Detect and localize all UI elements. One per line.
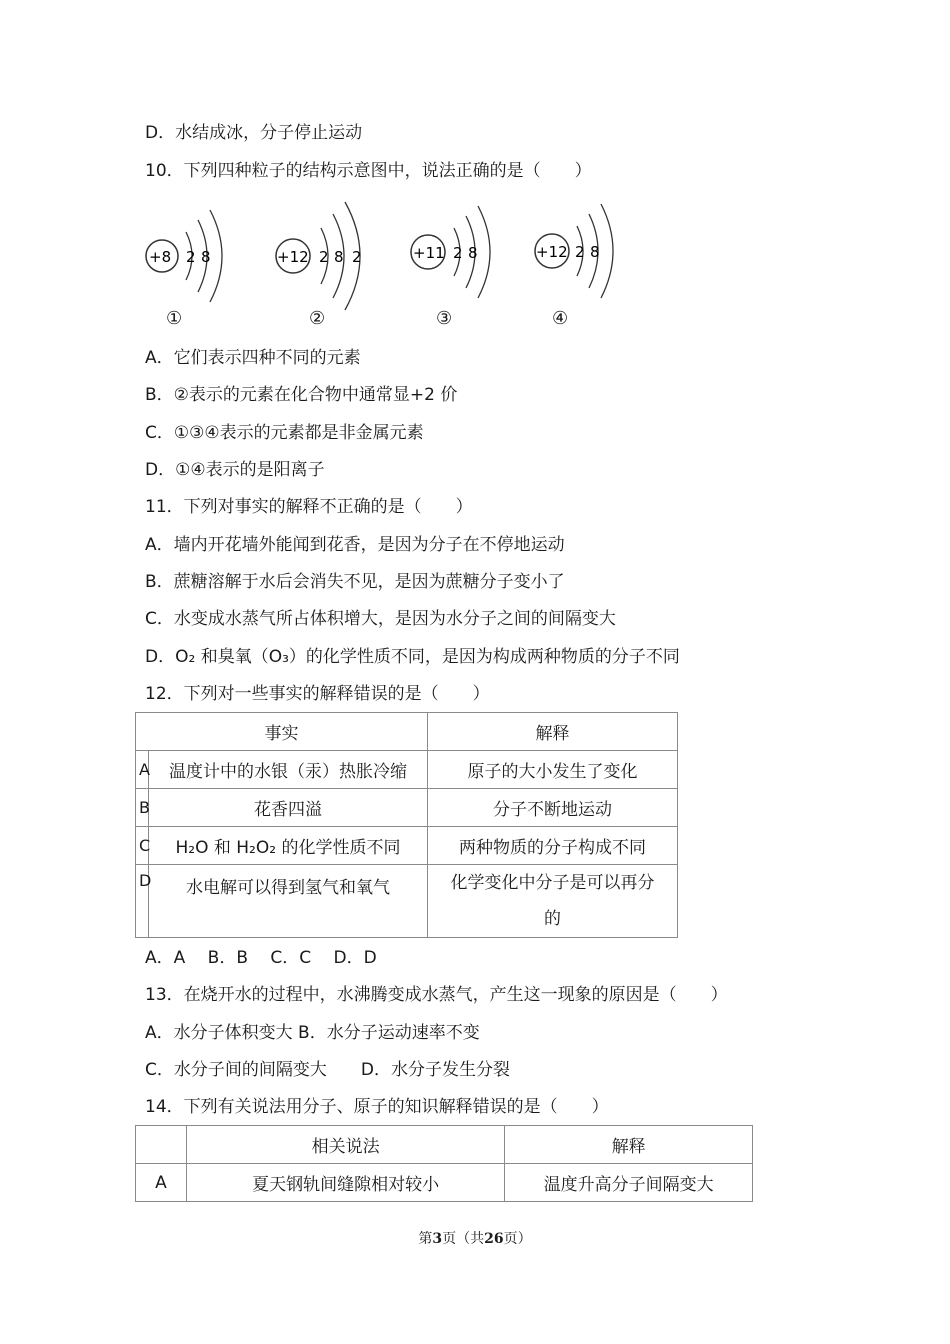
q13-options-line-2: C．水分子间的间隔变大 D．水分子发生分裂 <box>145 1060 510 1080</box>
q12-row-b-explanation: 分子不断地运动 <box>427 789 677 827</box>
q11-stem: 11．下列对事实的解释不正确的是（ ） <box>145 497 473 517</box>
table-row <box>136 865 678 938</box>
q9-option-d: D．水结成冰，分子停止运动 <box>145 123 363 143</box>
q12-row-c-explanation: 两种物质的分子构成不同 <box>427 827 677 865</box>
table-row <box>136 1164 753 1202</box>
q12-row-a-fact: 温度计中的水银（汞）热胀冷缩 <box>148 751 427 789</box>
footer-suffix: 页） <box>503 1231 532 1247</box>
atom-4-label: ④ <box>552 308 569 329</box>
q12-row-b-fact: 花香四溢 <box>148 789 427 827</box>
q12-stem: 12．下列对一些事实的解释错误的是（ ） <box>145 684 490 704</box>
q12-row-b-letter: B <box>138 798 150 817</box>
q12-row-d-explanation-line-2: 的 <box>543 909 561 929</box>
q14-header-row <box>136 1126 753 1164</box>
q14-stem: 14．下列有关说法用分子、原子的知识解释错误的是（ ） <box>145 1097 609 1117</box>
atom-4-shell-1: 2 <box>575 243 585 261</box>
atom-1-drawing <box>140 196 250 336</box>
q14-row-a-explanation: 温度升高分子间隔变大 <box>505 1164 753 1202</box>
atom-3-label: ③ <box>436 308 453 329</box>
atom-2-drawing <box>273 196 403 336</box>
footer-prefix: 第 <box>418 1231 433 1247</box>
atom-2-shell-2: 8 <box>334 248 344 266</box>
page-footer <box>0 1228 950 1248</box>
footer-middle: 页（共 <box>442 1231 485 1247</box>
q11-option-a: A．墙内开花墙外能闻到花香，是因为分子在不停地运动 <box>145 535 565 555</box>
q10-option-c: C．①③④表示的元素都是非金属元素 <box>145 423 424 443</box>
atom-diagram-1 <box>140 196 250 336</box>
q12-row-a-explanation: 原子的大小发生了变化 <box>427 751 677 789</box>
atom-3-drawing <box>408 196 518 336</box>
q12-row-a-letter: A <box>138 760 150 779</box>
q14-table <box>135 1125 753 1202</box>
atom-3-nucleus: +11 <box>413 244 445 262</box>
q13-stem: 13．在烧开水的过程中，水沸腾变成水蒸气，产生这一现象的原因是（ ） <box>145 985 728 1005</box>
q14-header-statement: 相关说法 <box>186 1126 504 1164</box>
q11-option-d: D．O₂ 和臭氧（O₃）的化学性质不同，是因为构成两种物质的分子不同 <box>145 647 680 667</box>
atom-1-label: ① <box>166 308 183 329</box>
atom-4-nucleus: +12 <box>536 243 568 261</box>
q13-options-line-1: A．水分子体积变大 B．水分子运动速率不变 <box>145 1023 480 1043</box>
atom-1-shell-2: 8 <box>201 248 211 266</box>
q10-option-d: D．①④表示的是阳离子 <box>145 460 325 480</box>
q12-row-d-explanation-line-1: 化学变化中分子是可以再分 <box>450 873 655 893</box>
q12-table <box>135 712 678 938</box>
atom-structure-diagrams <box>140 196 640 336</box>
atom-diagram-4 <box>532 196 642 336</box>
atom-diagram-2 <box>273 196 403 336</box>
table-row <box>136 789 678 827</box>
q14-row-a-statement: 夏天钢轨间缝隙相对较小 <box>186 1164 504 1202</box>
q12-row-d-explanation <box>427 865 677 938</box>
q14-header-explanation: 解释 <box>505 1126 753 1164</box>
table-row <box>136 827 678 865</box>
atom-1-shell-1: 2 <box>186 248 196 266</box>
q14-row-a-letter: A <box>136 1164 187 1202</box>
q12-header-row <box>136 713 678 751</box>
q12-row-c-letter: C <box>138 836 151 855</box>
q10-option-b: B．②表示的元素在化合物中通常显+2 价 <box>145 385 458 405</box>
footer-total-pages: 26 <box>484 1231 504 1247</box>
q12-row-d-fact: 水电解可以得到氢气和氧气 <box>148 865 427 938</box>
atom-3-shell-2: 8 <box>468 244 478 262</box>
atom-2-shell-3: 2 <box>352 248 362 266</box>
table-row <box>136 751 678 789</box>
atom-diagram-3 <box>408 196 518 336</box>
q10-option-a: A．它们表示四种不同的元素 <box>145 348 361 368</box>
atom-4-shell-2: 8 <box>590 243 600 261</box>
q12-row-d-letter: D <box>138 871 152 890</box>
atom-1-nucleus: +8 <box>149 248 172 266</box>
q11-option-b: B．蔗糖溶解于水后会消失不见，是因为蔗糖分子变小了 <box>145 572 565 592</box>
q12-row-c-fact: H₂O 和 H₂O₂ 的化学性质不同 <box>148 827 427 865</box>
q12-header-fact: 事实 <box>136 713 428 751</box>
atom-2-nucleus: +12 <box>277 248 309 266</box>
q10-stem: 10．下列四种粒子的结构示意图中，说法正确的是（ ） <box>145 161 592 181</box>
atom-2-shell-1: 2 <box>319 248 329 266</box>
atom-3-shell-1: 2 <box>453 244 463 262</box>
q12-header-explanation: 解释 <box>427 713 677 751</box>
q14-header-blank <box>136 1126 187 1164</box>
q12-answer-options: A．A B．B C．C D．D <box>145 948 377 968</box>
q11-option-c: C．水变成水蒸气所占体积增大，是因为水分子之间的间隔变大 <box>145 609 616 629</box>
footer-page-number: 3 <box>432 1231 443 1247</box>
atom-4-drawing <box>532 196 642 336</box>
atom-2-label: ② <box>309 308 326 329</box>
